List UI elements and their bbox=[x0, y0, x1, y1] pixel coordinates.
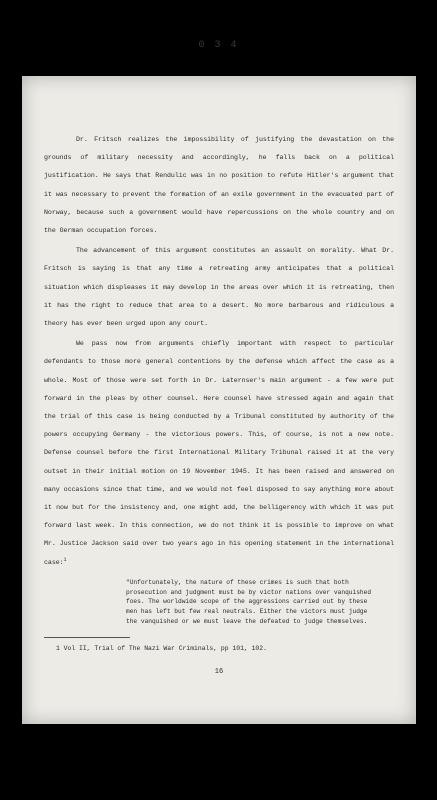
footnote-rule bbox=[44, 637, 130, 638]
document-page bbox=[22, 76, 416, 724]
paragraph-1: Dr. Fritsch realizes the impossibility of justifying the devastation on the grounds of military necessity and accordingly, he falls back on a political justification. He says that Rendulic was in no position to refute Hitler's argument that it was necessary to prevent the formation of an exile government in the evacuated part of Norway, because such a government would have repercussions on the whole country and on the German occupation forces. bbox=[44, 136, 394, 235]
footnote-marker: 1 bbox=[63, 556, 67, 563]
page-number: 16 bbox=[214, 667, 224, 676]
archive-mark: 0 3 4 bbox=[198, 40, 239, 51]
paragraph-3-text: We pass now from arguments chiefly important with respect to particular defendants to those more general contentions by the defense which affect the case as a whole. Most of those were set forth in Dr. Laternser's main argument - a few were put forward in the pleas by other counsel. Here counsel have stressed again and again that the trial of this case is being conducted by a Tribunal constituted by authority of the powers occupying Germany - the victorious powers. This, of course, is not a new note. Defense counsel before the first International Military Tribunal raised it at the very outset in their initial motion on 19 November 1945. It has been raised and answered on many occasions since that time, and we would not feel disposed to say anything more about it now but for the insistency and, one might add, the belligerency with which it was put forward last week. In this connection, we do not think it is possible to improve on what Mr. Justice Jackson said over two years ago in his opening statement in the international case: bbox=[44, 340, 394, 566]
paragraph-2: The advancement of this argument constitutes an assault on morality. What Dr. Fritsch is saying is that any time a retreating army anticipates that a political situation which displeases it may develop in the areas over which it is retreating, then it has the right to reduce that area to a desert. No more barbarous and ridiculous a theory has ever been urged upon any court. bbox=[44, 247, 394, 328]
footnote: 1 Vol II, Trial of The Nazi War Criminals, pp 101, 102. bbox=[56, 644, 267, 652]
block-quote: "Unfortunately, the nature of these crimes is such that both prosecution and judgment must be by victor nations over vanquished foes. The worldwide scope of the aggressions carried out by these men has left but few real neutrals. Either the victors must judge the vanquished or we must leave the defeated to judge themselves. bbox=[126, 578, 372, 626]
paragraph-3 bbox=[44, 335, 394, 572]
